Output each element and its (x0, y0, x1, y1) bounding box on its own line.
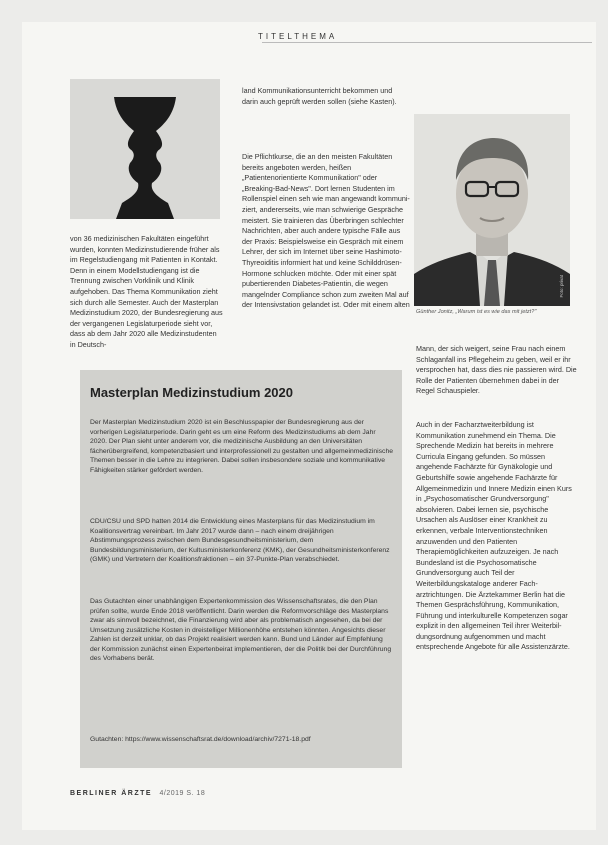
portrait-icon (414, 114, 570, 306)
issue-number: 4/2019 S. 18 (159, 790, 206, 797)
article-column-2-intro: land Kommunikationsunterricht bekommen und darin auch geprüft werden sollen (siehe Kasten). (242, 86, 397, 106)
header-rule (262, 42, 592, 43)
journal-name: BERLINER ÄRZTE (70, 790, 153, 797)
photo-credit: Foto: privat (559, 275, 564, 298)
photo-caption: Günther Jonitz, „Warum ist es wie das mit jetzt?" (416, 309, 537, 315)
portrait-photo (414, 114, 570, 306)
section-header: TITELTHEMA (258, 32, 338, 41)
magazine-page (22, 22, 596, 830)
vase-faces-illustration (70, 79, 220, 219)
vase-faces-icon (70, 79, 220, 219)
page-footer (70, 790, 205, 797)
info-box-title: Masterplan Medizinstudium 2020 (90, 385, 293, 400)
info-box-paragraph: Der Masterplan Medizinstudium 2020 ist ein Beschlusspapier der Bundesregierung aus der vorherigen Legislaturperiode. Darin geht es um eine Reform des Medizinstudiums ab dem Jahr 2020. Der Plan sieht unter anderem vor, die medizinische Ausbildung an den Universitäten fächerübergreifend, kompetenzbasiert und interprofessionell zu gestalten und allgemeinmedizinische Themen besser in die Lehre zu integrieren. Dabei sollen insbesondere soziale und kommunikative Fähigkeiten stärker gefördert werden. (90, 419, 394, 474)
info-box-link: Gutachten: https://www.wissenschaftsrat.de/download/archiv/7271-18.pdf (90, 736, 311, 743)
info-box-paragraph: CDU/CSU und SPD hatten 2014 die Entwicklung eines Masterplans für das Medizinstudium im Koalitionsvertrag vereinbart. Im Jahr 2017 wurde dann – nach einem dreijährigen Abstimmungsprozess zwischen dem Bundesgesundheitsministerium, dem Bundesbildungsministerium, der Kultusministerkonferenz (KMK), der Gesundheitsministerkonferenz (GMK) und Vertretern der Koalitionsfraktionen – ein 37-Punkte-Plan verabschiedet. (90, 518, 390, 563)
article-column-2: Die Pflichtkurse, die an den meisten Fakultäten bereits angeboten werden, heißen „Patientenorientierte Kommunikation" oder „Breaking-Bad-News". Dort lernen Studenten im Rollenspiel einen seh wie man angewandt kommuniziert, andererseits, wie man schwierige Gespräche meistert. Sie trainieren das Überbringen schlechter Nachrichten, aber auch andere typische Fälle aus der Praxis: Beispielsweise ein Gespräch mit einem Lehrer, der sich im Internet über seine Hashimoto-Thyreoiditis informiert hat und keine Schilddrüsen-Hormone schlucken möchte. Oder mit einer spät pubertierenden Diabetes-Patientin, die wegen mangelnder Compliance schon zum zweiten Mal auf der Intensivstation gelandet ist. Oder mit einem alten (242, 152, 410, 310)
article-column-3: Auch in der Facharztweiterbildung ist Kommunikation zunehmend ein Thema. Die Sprechende Medizin hat bereits in mehrere Curricula Eingang gefunden. So müssen angehende Fachärzte für Gynäkologie und Geburtshilfe sowie angehende Fachärzte für Allgemeinmedizin und Innere Medizin einen Kurs in „Psychosomatischer Grundversorgung" absolvieren. Dabei lernen sie, psychische Ursachen als Auslöser einer Krankheit zu erkennen, verbale Interventionstechniken anzuwenden und den Patienten Therapiemöglichkeiten aufzuzeigen. Je nach Bundesland ist die Psychosomatische Grundversorgung auch Teil der Weiterbildungskataloge anderer Facharztrichtungen. Die Ärztekammer Berlin hat die Themen Gesprächsführung, Kommunikation, Führung und interkulturelle Kompetenzen sogar explizit in den allgemeinen Teil ihrer Weiterbildungsordnung aufgenommen und macht entsprechende Angebote für alle Assistenzärzte. (416, 420, 572, 652)
masterplan-info-box (80, 370, 402, 768)
info-box-paragraph: Das Gutachten einer unabhängigen Expertenkommission des Wissenschaftsrates, die den Plan prüfen sollte, wurde Ende 2018 veröffentlicht. Darin werden die Reformvorschläge des Masterplans zwar als sinnvoll bezeichnet, die Finanzierung wird aber als problematisch angesehen, da bei der Umsetzung zusätzliche Kosten in dreistelliger Millionenhöhe entstehen könnten. Angesichts dieser Zahlen ist derzeit unklar, ob das Projekt realisiert werden kann. Bund und Länder auf Empfehlung der Kommission zunächst einen Expertenbeirat implementieren, der die Politik bei der Durchführung des Vorhabens berät. (90, 598, 392, 662)
article-column-3-intro: Mann, der sich weigert, seine Frau nach einem Schlaganfall ins Pflegeheim zu geben, weil er ihr versprochen hat, dass dies nie passieren wird. Die Rolle der Patienten übernehmen dabei in der Regel Schauspieler. (416, 344, 577, 396)
article-column-1: von 36 medizinischen Fakultäten eingeführt wurden, konnten Medizinstudierende früher als im Regelstudiengang mit Patienten in Kontakt. Denn in einem Modellstudiengang ist die Trennung zwischen Vorklinik und Klinik aufgehoben. Das Thema Kommunikation zieht sich durch alle Semester. Auch der Masterplan Medizinstudium 2020, der Bundesregierung aus der vergangenen Legislaturperiode sieht vor, dass ab dem Jahr 2020 alle Medizinstudenten in Deutsch- (70, 234, 223, 349)
